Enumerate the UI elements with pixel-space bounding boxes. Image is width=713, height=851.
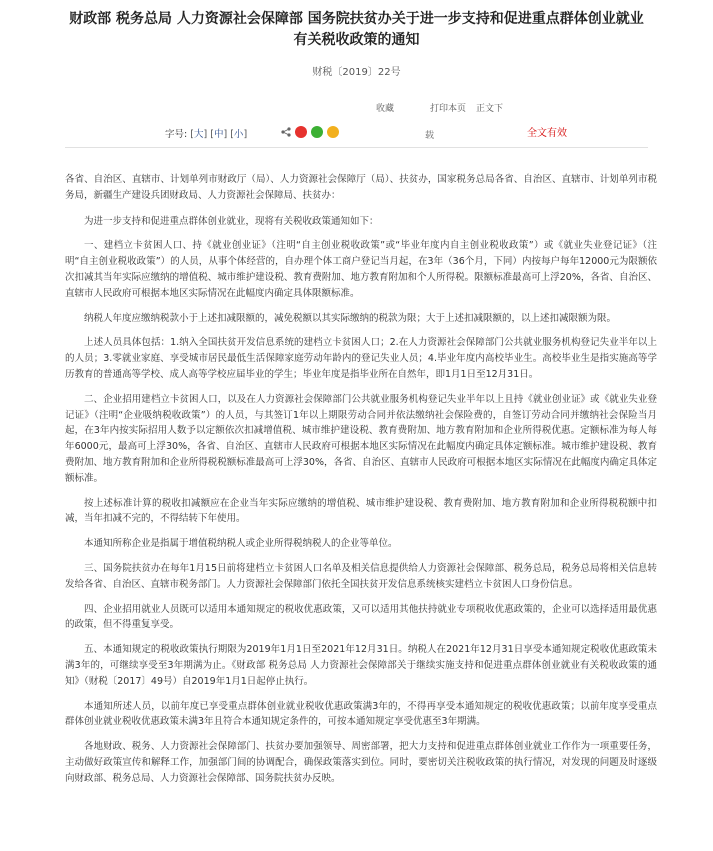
paragraph: 上述人员具体包括：1.纳入全国扶贫开发信息系统的建档立卡贫困人口；2.在人力资源社会保障部门公共就业服务机构登记失业半年以上的人员；3.零就业家庭、享受城市居民最低生活保障家庭劳动年龄内的登记失业人员；4.毕业年度内高校毕业生。高校毕业生是指实施高等学历教育的普通高等学校、成人高等学校应届毕业的学生；毕业年度是指毕业所在自然年，即1月1日至12月31日。 — [65, 337, 657, 380]
weibo-share-icon[interactable] — [295, 126, 307, 138]
qzone-share-icon[interactable] — [327, 126, 339, 138]
favorite-small-label: 载 — [425, 131, 435, 141]
document-number: 财税〔2019〕22号 — [312, 67, 401, 78]
font-size-label: 字号: — [165, 129, 188, 140]
paragraph: 四、企业招用就业人员既可以适用本通知规定的税收优惠政策，又可以适用其他扶持就业专项税收优惠政策的，企业可以选择适用最优惠的政策，但不得重复享受。 — [65, 603, 657, 631]
title-line-1: 财政部 税务总局 人力资源社会保障部 国务院扶贫办关于进一步支持和促进重点群体创业就业 — [69, 11, 644, 27]
favorite-link[interactable]: 收藏 — [376, 104, 395, 114]
paragraph: 本通知所述人员，以前年度已享受重点群体创业就业税收优惠政策满3年的，不得再享受本通知规定的税收优惠政策；以前年度享受重点群体创业就业税收优惠政策未满3年且符合本通知规定条件的，可按本通知规定享受优惠至3年期满。 — [65, 700, 657, 728]
paragraph: 为进一步支持和促进重点群体创业就业，现将有关税收政策通知如下： — [84, 215, 379, 227]
paragraph: 一、建档立卡贫困人口、持《就业创业证》（注明“自主创业税收政策”或“毕业年度内自主创业税收政策”）或《就业失业登记证》（注明“自主创业税收政策”）的人员，从事个体经营的，自办理个体工商户登记当月起，在3年（36个月，下同）内按每户每年12000元为限额依次扣减其当年实际应缴纳的增值税、城市维护建设税、教育费附加、地方教育附加和个人所得税。限额标准最高可上浮20%，各省、自治区、直辖市人民政府可根据本地区实际情况在此幅度内确定具体限额标准。 — [65, 240, 657, 299]
divider — [65, 147, 648, 148]
font-size-medium-button[interactable]: 中 — [213, 129, 224, 140]
paragraph: 三、国务院扶贫办在每年1月15日前将建档立卡贫困人口名单及相关信息提供给人力资源社会保障部、税务总局，税务总局将相关信息转发给各省、自治区、直辖市税务部门。人力资源社会保障部门依托全国扶贫开发信息系统核实建档立卡贫困人口身份信息。 — [65, 562, 657, 590]
paragraph: 五、本通知规定的税收政策执行期限为2019年1月1日至2021年12月31日。纳税人在2021年12月31日享受本通知规定税收优惠政策未满3年的，可继续享受至3年期满为止。《财政部 税务总局 人力资源社会保障部关于继续实施支持和促进重点群体创业就业有关税收政策的通知》（财税〔2017〕49号）自2019年1月1日起停止执行。 — [65, 644, 657, 687]
font-size-bar: 字号: [大] [中] [小] — [165, 129, 248, 140]
paragraph: 本通知所称企业是指属于增值税纳税人或企业所得税纳税人的企业等单位。 — [84, 538, 398, 550]
print-link[interactable]: 打印本页 — [430, 104, 467, 114]
paragraph: 纳税人年度应缴纳税款小于上述扣减限额的，减免税额以其实际缴纳的税款为限；大于上述扣减限额的，以上述扣减限额为限。 — [84, 312, 617, 324]
salutation: 各省、自治区、直辖市、计划单列市财政厅（局）、人力资源社会保障厅（局）、扶贫办，国家税务总局各省、自治区、直辖市、计划单列市税务局，新疆生产建设兵团财政局、人力资源社会保障局、扶贫办： — [65, 174, 657, 201]
wechat-share-icon[interactable] — [311, 126, 323, 138]
paragraph: 按上述标准计算的税收扣减额应在企业当年实际应缴纳的增值税、城市维护建设税、教育费附加、地方教育附加和企业所得税税额中扣减，当年扣减不完的，不得结转下年使用。 — [65, 497, 657, 525]
correct-link[interactable]: 正文下 — [476, 104, 504, 114]
full-text-valid-badge: 全文有效 — [527, 128, 567, 139]
font-size-large-button[interactable]: 大 — [193, 129, 204, 140]
font-size-small-button[interactable]: 小 — [233, 129, 244, 140]
paragraph: 二、企业招用建档立卡贫困人口，以及在人力资源社会保障部门公共就业服务机构登记失业半年以上且持《就业创业证》或《就业失业登记证》（注明“企业吸纳税收政策”）的人员，与其签订1年以上期限劳动合同并依法缴纳社会保险费的，自签订劳动合同并缴纳社会保险当月起，在3年内按实际招用人数予以定额依次扣减增值税、城市维护建设税、教育费附加、地方教育附加和企业所得税优惠。定额标准为每人每年6000元，最高可上浮30%，各省、自治区、直辖市人民政府可根据本地区实际情况在此幅度内确定具体定额标准。城市维护建设税、教育费附加、地方教育附加和企业所得税税额标准最高可上浮30%，各省、自治区、直辖市人民政府可根据本地区实际情况在此幅度内确定具体定额标准。 — [65, 393, 657, 484]
page-title — [0, 9, 713, 51]
title-line-2: 有关税收政策的通知 — [293, 32, 420, 48]
paragraph: 各地财政、税务、人力资源社会保障部门、扶贫办要加强领导、周密部署，把大力支持和促进重点群体创业就业工作作为一项重要任务，主动做好政策宣传和解释工作，加强部门间的协调配合，确保政策落实到位。同时，要密切关注税收政策的执行情况，对发现的问题及时逐级向财政部、税务总局、人力资源社会保障部、国务院扶贫办反映。 — [65, 741, 657, 784]
document-body — [65, 172, 657, 796]
share-icon[interactable] — [281, 127, 291, 137]
